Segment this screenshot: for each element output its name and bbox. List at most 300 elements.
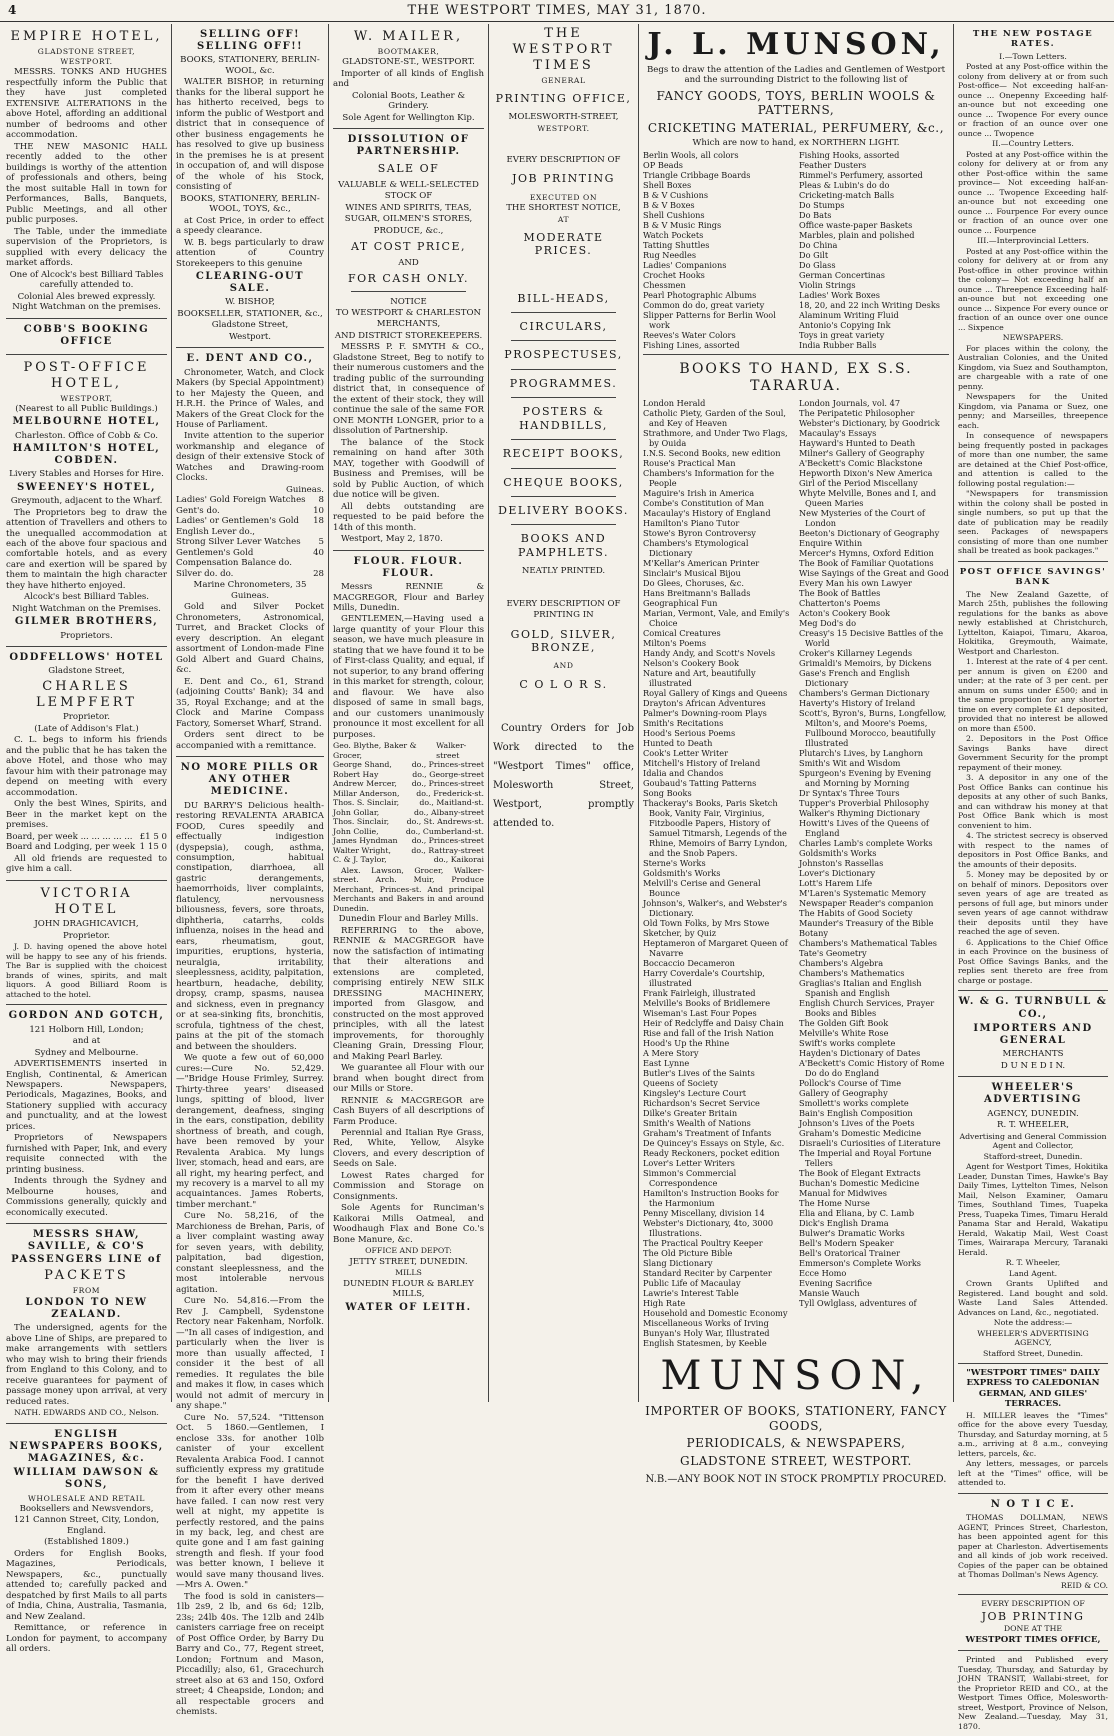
signer-row [333, 808, 484, 818]
ad-heading: CRICKETING MATERIAL, PERFUMERY, &c., [647, 120, 945, 135]
book-item: Bulwer's Dramatic Works [799, 1228, 905, 1239]
ad-heading: WATER OF LEITH. [345, 1301, 472, 1313]
book-item: Nature and Art, beautifully illustrated [643, 668, 756, 689]
ad-body: 121 Cannon Street, City, London, England. [13, 1515, 160, 1536]
book-item: English Church Services, Prayer Books and Bibles [799, 998, 935, 1019]
ad-body: The New Zealand Gazette, of March 25th, publishes the following regulations for the banks as above newly established at Christchurch, Lyttelton, Kaiapoi, Timaru, Akaroa, Hokitika, Greymouth, Waimate, Westport and Charleston. [958, 589, 1108, 656]
goods-item: Fishing Hooks, assorted [799, 149, 900, 160]
divider [511, 397, 616, 398]
empire-hotel-ad [6, 24, 167, 319]
goods-item: Do Gilt [799, 249, 829, 260]
price-row [6, 842, 167, 852]
dissolution-ad [333, 129, 484, 551]
selling-off-ad [176, 24, 324, 348]
ad-signature: W. BISHOP, [225, 297, 275, 308]
book-item: Cook's Letter Writer [643, 748, 728, 759]
book-item: The Book of Familiar Quotations [799, 558, 934, 569]
book-item: Howitt's Lives of the Queens of England [799, 818, 929, 839]
ad-body: OFFICE AND DEPOT: [365, 1246, 452, 1256]
ad-body: MESSRS P. F. SMYTH & CO., Gladstone Street, Beg to notify to their numerous customers and the trading public of the surrounding district that, in consequence of the extent of their stock, they will continue the sale of the same FOR ONE MONTH LONGER, prior to a dissolution of Partnership. [333, 342, 484, 437]
ad-signature: R. T. Wheeler, [1005, 1258, 1061, 1267]
ad-body: We guarantee all Flour with our brand when bought direct from our Mills or Store. [333, 1063, 484, 1095]
ad-body: AND DISTRICT STOREKEEPERS. [334, 330, 483, 341]
book-item: Walker's Rhyming Dictionary [799, 808, 920, 819]
ad-body: The food is sold in canisters—1lb 2s9, 2 lb, and 6s 6d; 12lb, 23s; 24lb 40s. The 12lb and 24lb canisters carriage free on receipt of Post Office Order, by Barry Du Barry and Co., 77, Regent street, London; Fortnum and Mason, Piccadilly; also, 61, Gracechurch street also at 63 and 150, Oxford street; 4 Cheapside, London; and all respectable grocers and chemists. [176, 1591, 324, 1718]
price-label: Board and Lodging, per week [6, 842, 136, 853]
ad-body: The balance of the Stock remaining on hand after 30th MAY, together with Goodwill of Business and Premises, will be sold by Public Auction, of which due notice will be given. [333, 437, 484, 501]
goods-item: Antonio's Copying Ink [799, 319, 891, 330]
ad-heading: GLADSTONE STREET, WESTPORT. [680, 1453, 912, 1468]
goods-item: B & V Music Rings [643, 219, 722, 230]
book-item: Plutarch's Lives, by Langhorn [799, 748, 924, 759]
ad-body: 2. Depositors in the Post Office Savings Banks have direct Government Security for the prompt repayment of their money. [958, 734, 1108, 772]
book-item: Every Man his own Lawyer [799, 578, 912, 589]
goods-item: Reeves's Water Colors [643, 329, 736, 340]
books-list [643, 398, 949, 1348]
ad-heading: EMPIRE HOTEL, [10, 29, 163, 44]
book-item: Chambers's Information for the People [643, 468, 775, 489]
ad-body: (Late of Addison's Flat.) [34, 723, 139, 734]
goods-item: Common do do, great variety [643, 299, 765, 310]
book-item: Webster's Dictionary, 4to, 3000 Illustrations. [643, 1218, 774, 1239]
column-2 [172, 24, 329, 1718]
ad-body: at Cost Price, in order to effect a speedy clearance. [176, 215, 324, 237]
book-item: Macaulay's Essays [799, 428, 877, 439]
book-item: Comical Creatures [643, 628, 721, 639]
book-item: Palmer's Downing-room Plays [643, 708, 767, 719]
goods-item: Shell Cushions [643, 209, 705, 220]
ad-body: Messrs RENNIE & MACGREGOR, Flour and Barley Mills, Dunedin. [333, 582, 484, 613]
book-item: Smith's Wealth of Nations [643, 1118, 751, 1129]
book-item: Bell's Modern Speaker [799, 1238, 894, 1249]
ad-heading: THE WESTPORT TIMES [512, 26, 615, 73]
ad-body: GENTLEMEN,—Having used a large quantity of your Flour this season, we have much pleasure in stating that we have found it to be of First-class Quality, and equal, if not superior, to any brand offering in this market for strength, colour, and flavour. We have also disposed of same in small bags, and our customers unanimously pronounce it most excellent for all purposes. [333, 614, 484, 740]
ad-body: Gold and Silver Pocket Chronometers, Astronomical, Turret, and Bracket Clocks of every description. An elegant assortment of London-made Fine Gold Albert and Guard Chains, &c. [176, 602, 324, 676]
book-item: Sterne's Works [643, 858, 706, 869]
book-item: Maunder's Treasury of the Bible [799, 918, 934, 929]
book-item: Chambers's Etymological Dictionary [643, 538, 749, 559]
book-item: Mansie Wauch [799, 1288, 860, 1299]
books-to-hand-ad [643, 355, 949, 1492]
ad-body: GLADSTONE-ST., WESTPORT. [342, 57, 475, 68]
goods-item: Watch Pockets [643, 229, 704, 240]
book-item: Lott's Harem Life [799, 878, 873, 889]
goods-item: Triangle Cribbage Boards [643, 169, 751, 180]
book-item: Bain's English Composition [799, 1108, 913, 1119]
ad-body: Stafford-street, Dunedin. [983, 1151, 1083, 1161]
price-row-cell: Silver do. do. [176, 568, 234, 579]
ad-body: RENNIE & MACGREGOR are Cash Buyers of all descriptions of Farm Produce. [333, 1095, 484, 1127]
gordon-gotch-ad [6, 1005, 167, 1224]
book-item: Penny Miscellany, division 14 [643, 1208, 765, 1219]
ad-body: NOTICE [390, 296, 427, 307]
ad-body: D U N E D I N. [1000, 1060, 1066, 1071]
signer-row-cell: do., Frederick-st. [416, 788, 484, 798]
ad-body: THOMAS DOLLMAN, NEWS AGENT, Princes Street, Charleston, has been appointed agent for this paper at Charleston. Advertisements and all kinds of job work received. Copies of the paper can be obtained at Thomas Dollman's News Agency. [958, 1513, 1108, 1580]
book-item: Hunted to Death [643, 738, 713, 749]
ad-heading: THE NEW POSTAGE RATES. [972, 29, 1094, 50]
signer-row-cell: Thos. Sinclair, [333, 817, 390, 827]
goods-item: Toys in great variety [799, 329, 885, 340]
ad-heading: PRINTING OFFICE, [495, 91, 632, 105]
book-item: Ecce Homo [799, 1268, 847, 1279]
book-item: Elia and Eliana, by C. Lamb [799, 1208, 915, 1219]
job-item: CIRCULARS, [519, 320, 608, 334]
book-item: Evening Sacrifice [799, 1278, 872, 1289]
ad-body: MESSRS. TONKS AND HUGHES respectfully inform the Public that they have just completed EXTENSIVE ALTERATIONS in the above Hotel, affording an additional number of bedrooms and other accommodation. [6, 67, 167, 141]
ad-body: Stafford Street, Dunedin. [983, 1348, 1083, 1358]
ad-subheading: III.—Interprovincial Letters. [977, 236, 1089, 246]
signer-row-cell: C. & J. Taylor, [333, 855, 387, 865]
price-row-cell: Gentlemen's Gold Compensation Balance do. [176, 547, 292, 569]
signer-row [333, 855, 484, 865]
book-item: Queens of Society [643, 1078, 718, 1089]
ad-body: Advertising and General Commission Agent and Collector, [959, 1131, 1107, 1150]
book-item: Chatterton's Poems [799, 598, 881, 609]
ad-body: Posted at any Post-office within the colony for delivery at or from any Post-office in other province within the colony— Not exceeding half an ounce ... Threepence Exceeding half-an-ounce but not exceeding one ounce ... Sixpence For every ounce or fraction of an ounce over one ounce ... Sixpence [958, 246, 1108, 332]
english-newspapers-ad [6, 1424, 167, 1660]
ad-body: NATH. EDWARDS AND CO., Nelson. [14, 1408, 159, 1418]
ad-heading: FLOUR. FLOUR. FLOUR. [353, 555, 464, 579]
signer-row-cell: George Shand, [333, 760, 392, 770]
signer-row-cell: James Hyndman [333, 836, 398, 846]
ad-body: Importer of all kinds of English and [333, 68, 484, 90]
book-item: Bunyan's Holy War, Illustrated [643, 1328, 770, 1339]
book-item: Harry Coverdale's Courtship, illustrated [643, 968, 765, 989]
revalenta-food-ad [176, 757, 324, 1723]
price-row [6, 832, 167, 842]
ad-signature: BOOKSELLER, STATIONER, &c., [177, 308, 323, 319]
ad-body: WALTER BISHOP, in returning thanks for the liberal support he has hitherto received, begs to inform the public of Westport and district that in consequence of other business engagements he has resolved to give up business in the premises he is at present in occupation of, and will dispose of the whole of his Stock, consisting of [176, 77, 324, 193]
book-item: Gase's French and English Dictionary [799, 668, 910, 689]
dent-chronometer-ad [176, 348, 324, 757]
turnbull-ad [958, 991, 1108, 1077]
ad-signature: Westport. [228, 331, 272, 342]
ad-heading: JOB PRINTING [981, 1609, 1085, 1623]
price-row-cell: 18 [313, 516, 324, 527]
book-item: The Home Nurse [799, 1198, 870, 1209]
ad-body: 1. Interest at the rate of 4 per cent. per annum is given on £200 and under; at the rate of 3 per cent. per annum on sums under £500; and in the same proportion for any shorter time on every complete £1 deposited, provided that no interest be allowed on more than £500. [958, 657, 1108, 733]
book-item: The Practical Poultry Keeper [643, 1238, 763, 1249]
book-item: Public Life of Macaulay [643, 1278, 741, 1289]
book-item: A'Beckett's Comic History of Rome Do do do England [799, 1058, 945, 1079]
book-item: Graham's Treatment of Infants [643, 1128, 772, 1139]
book-item: Household and Domestic Economy [643, 1308, 788, 1319]
divider [511, 468, 616, 469]
book-item: Geographical Fun [643, 598, 718, 609]
signer-row-cell: do., Maitland-st. [419, 798, 484, 808]
book-item: Maguire's Irish in America [643, 488, 755, 499]
price-row-cell: 28 [313, 568, 324, 579]
book-item: Bell's Oratorical Trainer [799, 1248, 901, 1259]
column-4 [489, 24, 639, 1402]
ad-heading: GOLD, SILVER, BRONZE, [510, 627, 617, 654]
book-item: Enquire Within [799, 538, 863, 549]
book-item: Melville's Books of Bridlemere [643, 998, 771, 1009]
divider [351, 291, 466, 292]
ad-body: Only the best Wines, Spirits, and Beer in the market kept on the premises. [6, 799, 167, 831]
signer-row [333, 827, 484, 837]
ad-heading: FOR CASH ONLY. [348, 272, 469, 286]
book-item: Sketcher, by Quiz [643, 928, 717, 939]
ad-heading: CHARLES LEMPFERT [36, 678, 137, 710]
book-item: Kingsley's Lecture Court [643, 1088, 747, 1099]
column-1 [2, 24, 172, 1655]
book-item: Lover's Dictionary [799, 868, 876, 879]
book-item: Botany [799, 928, 829, 939]
ad-body: EVERY DESCRIPTION OF [981, 1599, 1085, 1609]
ad-subheading: AND [553, 661, 574, 671]
postage-rates [958, 24, 1108, 562]
price-row [176, 569, 324, 579]
shaw-saville-ad [6, 1224, 167, 1423]
ad-signature: Gladstone Street, [211, 320, 289, 331]
book-item: Smollett's works complete [799, 1098, 909, 1109]
ad-body: TO WESTPORT & CHARLESTON [335, 308, 482, 318]
ad-subheading: BOOTMAKER, [377, 46, 440, 56]
book-item: Haverty's History of Ireland [799, 698, 916, 709]
price-value: £1 5 0 [139, 831, 167, 842]
ad-body: 6. Applications to the Chief Office in each Province on the business of Post Office Savings Banks, and the replies sent thereto are free from charge or postage. [958, 937, 1108, 985]
book-item: Charles Lamb's complete Works [799, 838, 933, 849]
signer-row-cell: do., Princes-street [411, 760, 484, 770]
ad-heading: MESSRS SHAW, SAVILLE, & CO'S PASSENGERS LINE of [11, 1229, 162, 1265]
book-item: Hood's Up the Rhine [643, 1038, 730, 1049]
ad-heading: COBB'S BOOKING OFFICE [23, 323, 150, 347]
book-item: Lover's Letter Writers [643, 1158, 735, 1169]
book-item: Hamilton's Piano Tutor [643, 518, 740, 529]
signer-row [333, 836, 484, 846]
book-item: Tate's Geometry [799, 948, 867, 959]
book-item: Graglias's Italian and English Spanish and English [799, 978, 922, 999]
price-row-cell: Ladies' Gold Foreign Watches [176, 495, 306, 506]
signer-row [333, 789, 484, 799]
book-item: Goubaud's Tatting Patterns [643, 778, 757, 789]
ad-body: STOCK OF [384, 191, 433, 202]
ad-heading: WHEELER'S ADVERTISING [984, 1082, 1082, 1106]
goods-item: India Rubber Balls [799, 339, 877, 350]
book-item: A Mere Story [643, 1048, 699, 1059]
savings-bank [958, 562, 1108, 991]
ad-body: In consequence of newspapers being frequently posted in packages of more than one number, the same are detained at the Chief Post-office, and attention is called to the following postal regulation:— [958, 431, 1108, 488]
book-item: Melvill's Cerise and General Bounce [643, 878, 761, 899]
ad-body: We quote a few out of 60,000 cures:—Cure No. 52,429.—"Bridge House Frimley, Surrey. Thirty-three years' diseased lungs, spitting of blood, liver derangement, deafness, singing in the ears, constipation, debility shortness of breath, and cough, have been removed by your Revalenta Arabica. My lungs liver, stomach, head and ears, are all right, my hearing perfect, and my recovery is a marvel to all my acquaintances. James Roberts, timber merchant." [176, 1053, 324, 1210]
ad-body: Remittance, or reference in London for payment, to accompany all orders. [6, 1623, 167, 1655]
ad-body: "Newspapers for transmission within the colony shall be posted in single numbers, so put up that the date of publication may be readily seen. Packages of newspapers consisting of more than one number shall be treated as book packages." [958, 489, 1108, 556]
ad-subheading: WESTPORT. [60, 57, 113, 67]
goods-item: Tatting Shuttles [643, 239, 710, 250]
ad-body: Cure No. 58,216, of the Marchioness de Brehan, Paris, of a liver complaint wasting away for seven years, with debility, palpitation, bad digestion, constant sleeplessness, and the most intolerable nervous agitation. [176, 1211, 324, 1295]
ad-body: REFERRING to the above, RENNIE & MACGREGOR have now the satisfaction of intimating that their alterations and extensions are completed, comprising entirely NEW SILK DRESSING MACHINERY, imported from Glasgow, and constructed on the most approved principles, with all the latest improvements, for thoroughly Cleaning Grain, Dressing Flour, and Making Pearl Barley. [333, 925, 484, 1062]
ad-body: Agent for Westport Times, Hokitika Leader, Dunstan Times, Hawke's Bay Daily Times, Lyttelton Times, Nelson Mail, Nelson Examiner, Oamaru Times, Southland Times, Tuapeka Press, Tuapeka Times, Timaru Herald Panama Star and Herald, Wakatipu Herald, Wakatip Mail, West Coast Times, Wairarapa Mercury, Taranaki Herald. [958, 1162, 1108, 1257]
goods-item: Do Glass [799, 259, 836, 270]
ad-heading: IMPORTERS AND GENERAL [973, 1022, 1093, 1046]
ad-heading: POST-OFFICE HOTEL, [23, 359, 150, 391]
goods-item: Violin Strings [799, 279, 856, 290]
job-item: POSTERS & HANDBILLS, [519, 405, 608, 432]
ad-body: Chronometer, Watch, and Clock Makers (by Special Appointment) to her Majesty the Queen, and H.R.H. the Prince of Wales, and Makers of the Great Clock for the House of Parliament. [176, 367, 324, 430]
divider [511, 369, 616, 370]
flour-ad [333, 551, 484, 1320]
book-item: The Book of Elegant Extracts [799, 1168, 921, 1179]
ad-body: All debts outstanding are requested to be paid before the 14th of this month. [333, 501, 484, 533]
column-6 [954, 24, 1112, 1731]
book-item: The Old Picture Bible [643, 1248, 733, 1259]
goods-item: Fishing Lines, assorted [643, 339, 740, 350]
book-item: Hamilton's Instruction Books for the Harmonium [643, 1188, 779, 1209]
book-item: De Quincey's Essays on Style, &c. [643, 1138, 785, 1149]
goods-column-left [643, 150, 793, 350]
book-item: Tupper's Proverbial Philosophy [799, 798, 929, 809]
signer-row-cell: Geo. Blythe, Baker & Grocer, [333, 741, 417, 760]
goods-item: Do Stumps [799, 199, 845, 210]
ad-body: Marine Chronometers, 35 Guineas. [193, 580, 307, 601]
victoria-hotel-ad [6, 881, 167, 1006]
book-item: Combe's Constitution of Man [643, 498, 765, 509]
ad-body: W. B. begs particularly to draw attention of Country Storekeepers to this genuine [176, 237, 324, 269]
book-item: Hepworth Dixon's New America [799, 468, 933, 479]
price-unit: Guineas. [285, 484, 324, 495]
ad-heading: MODERATE PRICES. [523, 230, 604, 258]
ad-heading: SWEENEY'S HOTEL, [16, 481, 157, 493]
price-row-cell: Strong Silver Lever Watches [176, 537, 301, 548]
book-item: Mercer's Hymns, Oxford Edition [799, 548, 934, 559]
price-row [176, 495, 324, 505]
notice-ad [958, 1494, 1108, 1595]
ad-heading: WESTPORT TIMES OFFICE, [965, 1634, 1101, 1645]
book-item: Gallery of Geography [799, 1088, 888, 1099]
cobbs-booking-office-ad [6, 319, 167, 355]
price-row [176, 548, 324, 569]
ad-body: Sydney and Melbourne. [34, 1047, 139, 1058]
signer-row-cell: Robert Hay [333, 769, 379, 779]
signer-row-cell: do., George-street [412, 769, 484, 779]
book-item: East Lynne [643, 1058, 690, 1069]
column-3 [329, 24, 489, 1402]
ad-body: AGENCY, DUNEDIN. [987, 1108, 1079, 1119]
book-item: Disraeli's Curiosities of Literature [799, 1138, 941, 1149]
ad-body: Alcock's best Billiard Tables. [23, 592, 150, 603]
goods-item: Crochet Hooks [643, 269, 705, 280]
ad-body: Colonial Boots, Leather & Grindery. [351, 90, 466, 112]
ad-body: C. L. begs to inform his friends and the public that he has taken the above Hotel, and those who may favour him with their patronage may depend on meeting with every accommodation. [6, 735, 167, 798]
ad-body: PRODUCE, &c., [373, 225, 444, 236]
book-item: Buchan's Domestic Medicine [799, 1178, 920, 1189]
divider [511, 340, 616, 341]
book-item: I.N.S. Second Books, new edition [643, 448, 781, 459]
ad-body: DUNEDIN FLOUR & BARLEY MILLS, [343, 1278, 474, 1300]
books-column-left [643, 398, 793, 1348]
ad-heading: CLEARING-OUT SALE. [195, 271, 305, 295]
ad-body: VALUABLE & WELL-SELECTED [338, 179, 479, 190]
book-item: Dr Syntax's Three Tours [799, 788, 900, 799]
price-row-cell: Gent's do. [176, 505, 220, 516]
price-row-cell: 10 [313, 505, 324, 516]
ad-body: One of Alcock's best Billiard Tables carefully attended to. [9, 269, 164, 291]
goods-item: Slipper Patterns for Berlin Wool work [643, 309, 776, 330]
price-row [176, 516, 324, 537]
book-item: Goldsmith's Works [643, 868, 721, 879]
ad-body: 3. A depositor in any one of the Post Office Banks can continue his deposits at any other of such Banks, and can withdraw his money at that Post Office Bank which is most convenient to him. [958, 773, 1108, 830]
ad-body: All old friends are requested to give him a call. [6, 853, 167, 875]
goods-item: Marbles, plain and polished [799, 229, 915, 240]
book-item: Nelson's Cookery Book [643, 658, 739, 669]
book-item: Girl of the Period Miscellany [799, 478, 918, 489]
signer-row [333, 770, 484, 780]
book-item: Rise and fall of the Irish Nation [643, 1028, 774, 1039]
ad-signature: Land Agent. [1008, 1268, 1058, 1278]
price-row [176, 506, 324, 516]
ad-heading: N O T I C E. [990, 1498, 1076, 1510]
ad-body: MERCHANTS, [376, 319, 441, 330]
newspaper-title: THE WESTPORT TIMES, MAY 31, 1870. [407, 3, 707, 18]
job-item: PROSPECTUSES, [504, 348, 623, 362]
book-item: London Herald [643, 398, 706, 409]
ad-heading: MUNSON, [660, 1353, 932, 1400]
books-column-right [799, 398, 949, 1348]
goods-item: Rug Needles [643, 249, 697, 260]
goods-item: Do Bats [799, 209, 832, 220]
book-item: The Imperial and Royal Fortune Tellers [799, 1148, 932, 1169]
book-item: Boccaccio Decameron [643, 958, 735, 969]
book-item: Hans Breitmann's Ballads [643, 588, 751, 599]
goods-item: Feather Dusters [799, 159, 867, 170]
price-row-cell: Ladies' or Gentlemen's Gold English Lever do., [176, 516, 300, 537]
price-value: 1 15 0 [139, 842, 167, 853]
book-item: The Habits of Good Society [799, 908, 913, 919]
ad-body: Sole Agents for Runciman's Kaikorai Mills Oatmeal, and Woodhaugh Flax and Bone Co.'s Bone Manure, &c. [333, 1203, 484, 1245]
book-item: M'Kellar's American Printer [643, 558, 760, 569]
ad-heading: DISSOLUTION OF PARTNERSHIP. [347, 134, 470, 158]
book-item: Richardson's Secret Service [643, 1098, 760, 1109]
signer-row-cell: do., Rattray-street [411, 845, 484, 855]
goods-item: Alaminum Writing Fluid [799, 309, 899, 320]
ad-body: E. Dent and Co., 61, Strand (adjoining Coutts' Bank); 34 and 35, Royal Exchange; and at the Clock and Marine Compass Factory, Somerset Wharf, Strand. [176, 676, 324, 729]
ad-heading: W. & G. TURNBULL & CO., [958, 996, 1108, 1020]
ad-body: WHEELER'S ADVERTISING AGENCY, [977, 1328, 1089, 1347]
book-item: Spurgeon's Evening by Evening and Morning by Morning [799, 768, 932, 789]
ad-subheading: FROM [72, 1285, 101, 1295]
signers-list [333, 741, 484, 865]
ad-body: Booksellers and Newsvendors, [19, 1503, 154, 1514]
book-item: Emmerson's Complete Works [799, 1258, 921, 1269]
ad-body: H. MILLER leaves the "Times" office for the above every Tuesday, Thursday, and Saturday morning, at 5 a.m., arriving at 8 a.m., conveying letters, parcels, &c. [958, 1410, 1108, 1458]
ad-subheading: GLADSTONE STREET, [37, 46, 136, 56]
book-item: Handy Andy, and Scott's Novels [643, 648, 776, 659]
signer-row-cell: do., Albany-street [413, 807, 484, 817]
ad-subheading: NEWSPAPERS. [1002, 333, 1064, 343]
book-item: Chambers's Mathematics [799, 968, 905, 979]
ad-heading: ENGLISH NEWSPAPERS BOOKS, MAGAZINES, &c. [9, 1428, 164, 1465]
signer-row-cell: Millar Anderson, [333, 788, 400, 798]
ad-subheading: BOOKS, STATIONERY, BERLIN-WOOL, &c. [180, 55, 320, 76]
ad-heading: POST OFFICE SAVINGS' BANK [959, 566, 1107, 588]
ad-heading: LONDON TO NEW ZEALAND. [25, 1296, 148, 1321]
goods-item: Pleas & Lubin's do do [799, 179, 890, 190]
ad-heading: SALE OF [377, 162, 440, 176]
book-item: Goldsmith's Works [799, 848, 877, 859]
ad-body: MOLESWORTH-STREET, [508, 112, 619, 123]
book-item: Milton's Poems [643, 638, 707, 649]
ad-body: MILLS [395, 1268, 422, 1278]
page-number: 4 [8, 3, 17, 17]
ad-body: Gladstone Street, [48, 666, 125, 677]
mailer-bootmaker-ad [333, 24, 484, 129]
book-item: Hayden's Dictionary of Dates [799, 1048, 921, 1059]
ad-body: Any letters, messages, or parcels left at the "Times" office, will be attended to. [958, 1459, 1108, 1488]
book-item: Acton's Cookery Book [799, 608, 890, 619]
job-item: RECEIPT BOOKS, [502, 447, 625, 461]
